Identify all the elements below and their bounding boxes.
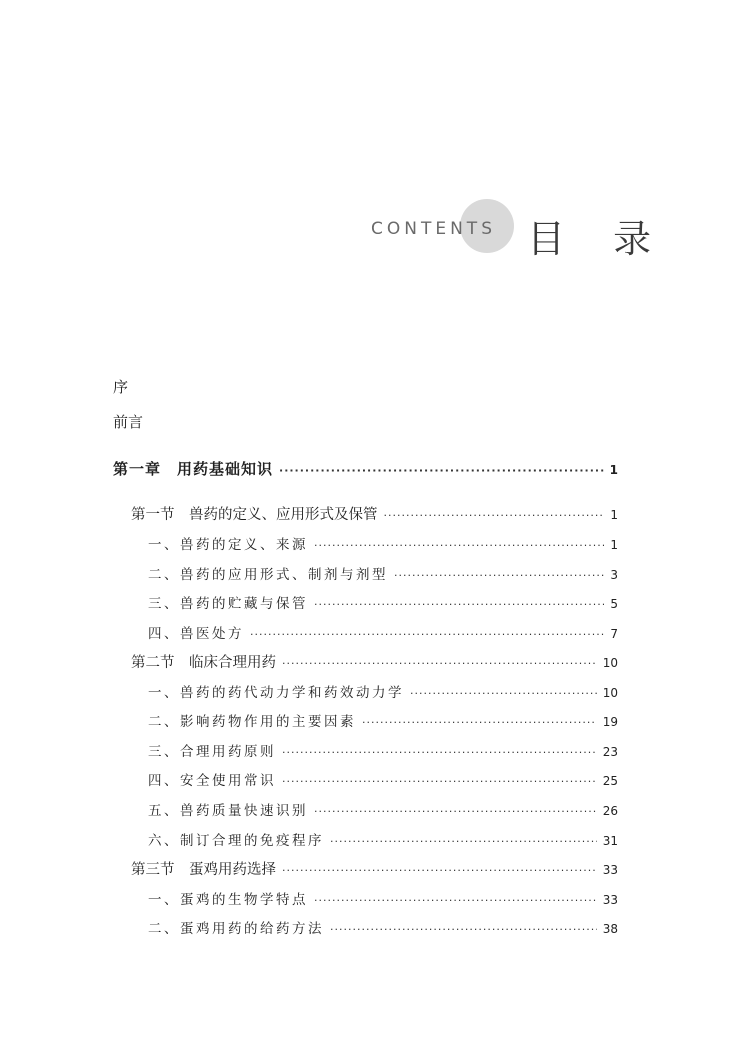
toc-leader-dots: [314, 805, 597, 818]
toc-leader-dots: [330, 835, 597, 848]
toc-entry-page: 25: [602, 774, 618, 788]
toc-leader-dots: [282, 746, 597, 759]
toc-entry-title: 二、兽药的应用形式、制剂与剂型: [148, 567, 388, 583]
toc-entry-title: 一、蛋鸡的生物学特点: [148, 892, 308, 908]
toc-leader-dots: [282, 864, 597, 877]
toc-entry-page: 7: [610, 627, 618, 641]
toc-entry-title: 四、兽医处方: [148, 626, 244, 642]
contents-header: [0, 0, 730, 300]
toc-leader-dots: [394, 569, 604, 582]
toc-entry-title: 一、兽药的药代动力学和药效动力学: [148, 685, 404, 701]
toc-entry-title: 四、安全使用常识: [148, 773, 276, 789]
toc-entry-page: 1: [609, 463, 618, 477]
toc-entry-page: 26: [602, 804, 618, 818]
toc-entry-title: 第一章 用药基础知识: [113, 460, 274, 478]
toc-front-preface[interactable]: 序: [113, 378, 129, 396]
toc-entry-page: 33: [602, 863, 618, 877]
toc-leader-dots: [362, 716, 597, 729]
toc-entry[interactable]: [148, 592, 618, 614]
toc-entry-title: 第三节 蛋鸡用药选择: [131, 862, 276, 878]
toc-leader-dots: [282, 657, 597, 670]
toc-entry-title: 六、制订合理的免疫程序: [148, 833, 324, 849]
toc-entry[interactable]: [131, 503, 618, 525]
toc-entry[interactable]: [148, 829, 618, 851]
toc-front-foreword[interactable]: 前言: [113, 413, 144, 431]
toc-entry-title: 二、影响药物作用的主要因素: [148, 714, 356, 730]
toc-leader-dots: [279, 464, 604, 477]
toc-leader-dots: [282, 775, 597, 788]
toc-entry[interactable]: [148, 740, 618, 762]
toc-entry-title: 二、蛋鸡用药的给药方法: [148, 921, 324, 937]
toc-entry-page: 1: [610, 508, 618, 522]
toc-leader-dots: [250, 628, 604, 641]
toc-entry-page: 10: [602, 656, 618, 670]
toc-entry-title: 第一节 兽药的定义、应用形式及保管: [131, 507, 378, 523]
toc-entry-title: 三、兽药的贮藏与保管: [148, 596, 308, 612]
toc-entry-page: 38: [602, 922, 618, 936]
toc-entry-page: 1: [610, 538, 618, 552]
toc-entry-page: 19: [602, 715, 618, 729]
toc-entry[interactable]: [131, 858, 618, 880]
toc-entry[interactable]: [131, 651, 618, 673]
toc-entry-page: 5: [610, 597, 618, 611]
toc-leader-dots: [314, 894, 597, 907]
contents-chinese-title: 目 录: [527, 217, 670, 261]
toc-entry-page: 31: [602, 834, 618, 848]
toc-entry[interactable]: [148, 710, 618, 732]
toc-entry[interactable]: [148, 681, 618, 703]
toc-entry-page: 3: [610, 568, 618, 582]
contents-english-title: CONTENTS: [371, 219, 496, 239]
toc-entry[interactable]: [148, 769, 618, 791]
toc-entry[interactable]: [148, 888, 618, 910]
toc-entry[interactable]: [148, 622, 618, 644]
toc-leader-dots: [410, 687, 597, 700]
toc-leader-dots: [330, 923, 597, 936]
toc-entry-title: 第二节 临床合理用药: [131, 655, 276, 671]
toc-entry-title: 五、兽药质量快速识别: [148, 803, 308, 819]
toc-entry[interactable]: [148, 533, 618, 555]
toc-leader-dots: [314, 598, 604, 611]
toc-entry[interactable]: [148, 917, 618, 939]
toc-entry-page: 23: [602, 745, 618, 759]
toc-entry-page: 33: [602, 893, 618, 907]
toc-entry-title: 一、兽药的定义、来源: [148, 537, 308, 553]
toc-entry[interactable]: [148, 563, 618, 585]
toc-entry[interactable]: [148, 799, 618, 821]
toc-entry-page: 10: [602, 686, 618, 700]
toc-leader-dots: [384, 509, 605, 522]
toc-entry-title: 三、合理用药原则: [148, 744, 276, 760]
toc-leader-dots: [314, 539, 604, 552]
toc-entry[interactable]: [113, 458, 618, 480]
